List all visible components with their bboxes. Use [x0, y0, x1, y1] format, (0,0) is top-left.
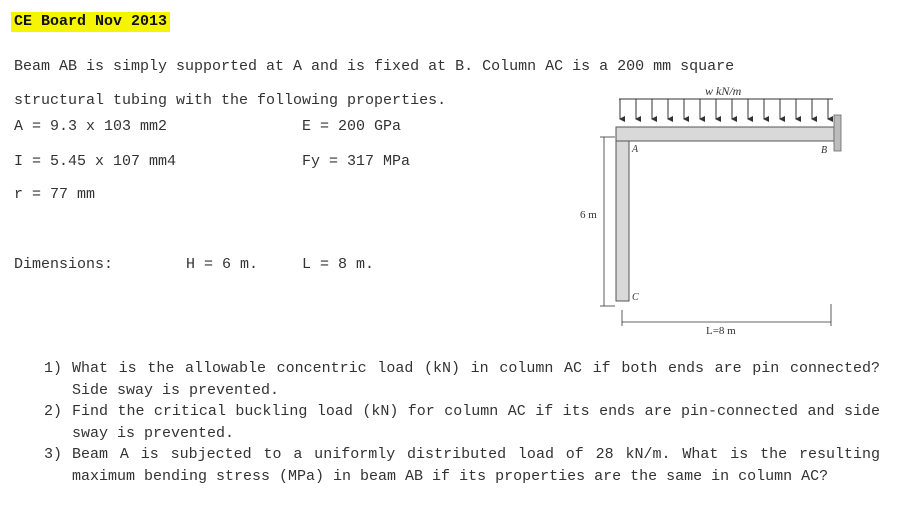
fixed-support-b: [834, 115, 841, 151]
label-c: C: [632, 292, 639, 303]
question-number: 1): [44, 360, 63, 377]
height-dimension: [600, 137, 615, 306]
intro-line-2: structural tubing with the following properties.: [14, 92, 447, 109]
property-area: A = 9.3 x 103 mm2: [14, 118, 168, 135]
load-label: w kN/m: [705, 84, 742, 98]
question-item: [44, 444, 880, 487]
distributed-load-arrows: [619, 99, 833, 119]
problem-title: CE Board Nov 2013: [11, 12, 170, 32]
property-modulus: E = 200 GPa: [302, 118, 402, 135]
height-label: 6 m: [580, 209, 597, 221]
length-dimension: [622, 304, 831, 326]
label-b: B: [821, 145, 828, 156]
dimensions-label: Dimensions:: [14, 256, 114, 273]
question-item: [44, 358, 880, 401]
question-number: 3): [44, 446, 63, 463]
question-text: What is the allowable concentric load (kN) in column AC if both ends are pin connected? Side sway is prevented.: [72, 360, 880, 399]
length-label: L=8 m: [706, 325, 736, 337]
question-list: [44, 358, 880, 487]
question-item: [44, 401, 880, 444]
beam-ab: [616, 127, 834, 141]
dimension-height: H = 6 m.: [186, 256, 259, 273]
label-a: A: [632, 144, 639, 155]
property-radius: r = 77 mm: [14, 186, 96, 203]
intro-line-1: Beam AB is simply supported at A and is fixed at B. Column AC is a 200 mm square: [14, 58, 735, 75]
question-text: Beam A is subjected to a uniformly distributed load of 28 kN/m. What is the resulting maximum bending stress (MPa) in beam AB if its properties are the same in column AC?: [72, 446, 880, 485]
property-inertia: I = 5.45 x 107 mm4: [14, 153, 177, 170]
property-yield: Fy = 317 MPa: [302, 153, 411, 170]
column-ac: [616, 141, 629, 301]
question-text: Find the critical buckling load (kN) for column AC if its ends are pin-connected and side sway is prevented.: [72, 403, 880, 442]
question-number: 2): [44, 403, 63, 420]
dimension-length: L = 8 m.: [302, 256, 375, 273]
beam-column-figure: [570, 78, 870, 340]
